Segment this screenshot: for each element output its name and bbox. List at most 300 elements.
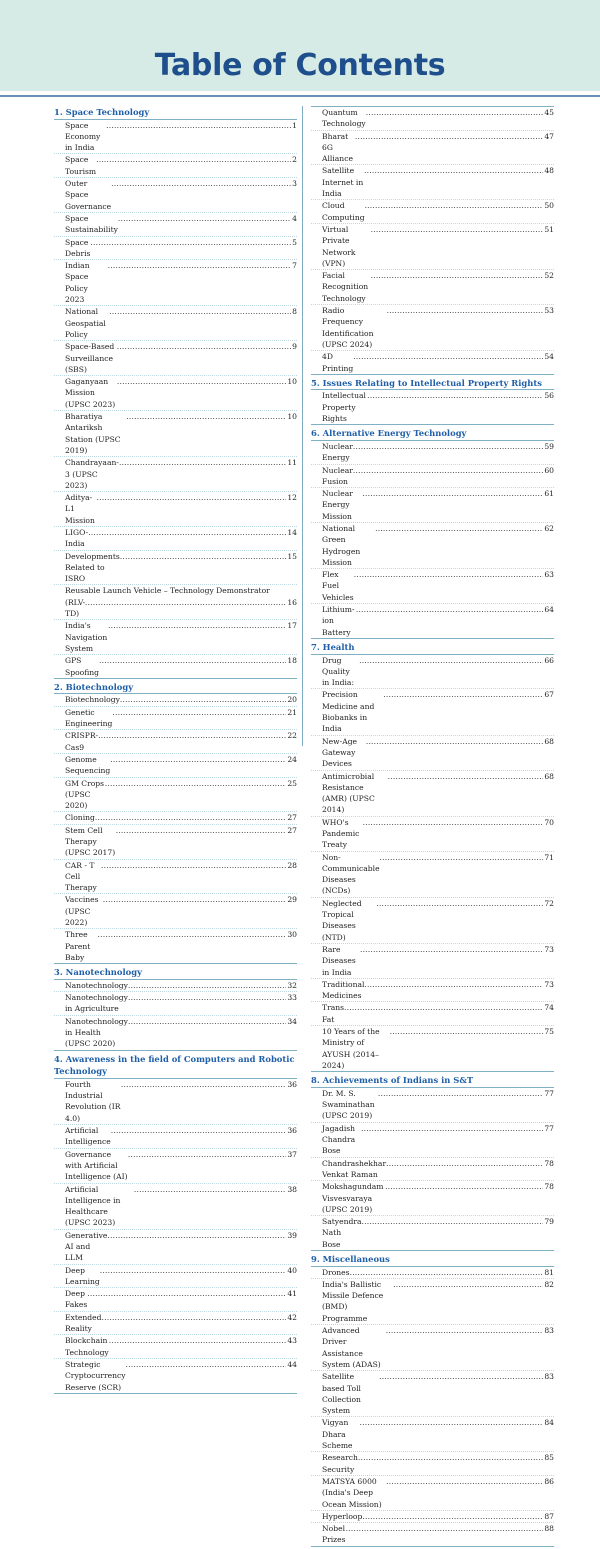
toc-entry[interactable] — [311, 979, 554, 1003]
toc-entry-label: Space Debris — [65, 237, 91, 258]
leader-dots — [388, 771, 544, 782]
toc-entry[interactable] — [311, 1026, 554, 1071]
toc-entry[interactable] — [311, 1123, 554, 1158]
toc-list — [311, 1087, 554, 1251]
toc-entry-page: 21 — [287, 707, 297, 717]
toc-entry-page: 48 — [544, 166, 554, 176]
leader-dots — [85, 597, 286, 608]
toc-entry-page: 15 — [287, 551, 297, 561]
toc-entry-page: 86 — [544, 1476, 554, 1486]
leader-dots — [393, 1279, 543, 1290]
leader-dots — [364, 165, 543, 176]
toc-entry[interactable] — [54, 154, 297, 178]
toc-entry[interactable] — [311, 689, 554, 735]
toc-entry-page: 54 — [544, 352, 554, 362]
toc-entry[interactable] — [54, 237, 297, 261]
toc-section — [54, 1053, 297, 1394]
leader-dots — [358, 1452, 543, 1463]
section-heading: 6. Alternative Energy Technology — [311, 428, 467, 439]
toc-entry[interactable] — [311, 1371, 554, 1417]
leader-dots — [121, 1079, 286, 1090]
toc-entry-page: 87 — [544, 1511, 554, 1521]
toc-entry-label: India's Navigation System — [65, 621, 108, 653]
leader-dots — [107, 1230, 286, 1241]
leader-dots — [360, 1417, 544, 1428]
toc-entry[interactable] — [54, 1149, 297, 1184]
toc-entry-page: 85 — [544, 1453, 554, 1463]
leader-dots — [386, 1158, 543, 1169]
toc-entry-page: 78 — [544, 1182, 554, 1192]
leader-dots — [366, 107, 544, 118]
toc-entry[interactable] — [54, 260, 297, 306]
toc-entry-label: Quantum Technology — [322, 108, 366, 129]
toc-entry[interactable] — [311, 604, 554, 638]
toc-section — [311, 1253, 554, 1547]
leader-dots — [378, 1088, 543, 1099]
toc-entry[interactable] — [311, 898, 554, 944]
toc-entry-page: 36 — [287, 1079, 297, 1089]
leader-dots — [361, 1123, 543, 1134]
toc-entry[interactable] — [54, 411, 297, 457]
toc-entry-page: 42 — [287, 1312, 297, 1322]
toc-entry-label: Cloud Computing — [322, 201, 365, 222]
toc-entry[interactable] — [54, 585, 297, 620]
toc-entry[interactable] — [54, 812, 297, 824]
toc-entry[interactable] — [311, 1002, 554, 1026]
toc-entry[interactable] — [54, 620, 297, 655]
toc-entry[interactable] — [311, 852, 554, 898]
toc-entry-label: Facial Recognition Technology — [322, 271, 369, 303]
toc-entry-label: Aditya-L1 Mission — [65, 493, 95, 525]
toc-entry[interactable] — [311, 1511, 554, 1523]
toc-entry[interactable] — [311, 944, 554, 979]
toc-entry-label: Artificial Intelligence in Healthcare (UPSC 2023) — [65, 1184, 121, 1228]
toc-entry[interactable] — [54, 492, 297, 527]
toc-entry-label: Cloning — [65, 813, 95, 823]
toc-entry-label: Nuclear Fusion — [322, 465, 353, 486]
toc-entry-label-cont: (RLV-TD) — [65, 597, 86, 619]
leader-dots — [359, 655, 543, 666]
toc-entry-label: Extended Reality — [65, 1312, 102, 1334]
toc-entry-label: Governance with Artificial Intelligence (AI) — [65, 1149, 128, 1182]
toc-entry[interactable] — [311, 305, 554, 351]
toc-entry-label: National Geospatial Policy — [65, 307, 106, 339]
toc-entry[interactable] — [54, 1016, 297, 1050]
toc-right-column — [311, 106, 554, 1549]
leader-dots — [109, 1335, 287, 1346]
toc-entry[interactable] — [311, 1267, 554, 1279]
toc-entry[interactable] — [54, 551, 297, 586]
leader-dots — [101, 1312, 286, 1323]
leader-dots — [120, 694, 286, 705]
toc-entry-page: 7 — [292, 261, 297, 271]
toc-entry[interactable] — [311, 771, 554, 817]
toc-list — [311, 389, 554, 425]
leader-dots — [128, 980, 286, 991]
toc-entry[interactable] — [311, 200, 554, 224]
toc-entry-label: GPS Spoofing — [65, 656, 100, 677]
toc-entry[interactable] — [311, 351, 554, 374]
toc-list — [311, 1266, 554, 1547]
leader-dots — [383, 689, 543, 700]
toc-entry[interactable] — [54, 1184, 297, 1230]
toc-entry[interactable] — [54, 1288, 297, 1312]
toc-entry-page: 25 — [287, 778, 297, 788]
leader-dots — [128, 992, 286, 1003]
toc-entry-page: 36 — [287, 1126, 297, 1136]
toc-entry[interactable] — [311, 224, 554, 270]
toc-entry[interactable] — [54, 1335, 297, 1359]
leader-dots — [365, 200, 544, 211]
toc-entry-page: 37 — [287, 1149, 297, 1159]
toc-entry-label: CRISPR-Cas9 — [65, 731, 99, 752]
toc-entry-label: GM Crops (UPSC 2020) — [65, 778, 105, 811]
toc-entry-page: 28 — [287, 860, 297, 870]
toc-entry[interactable] — [54, 694, 297, 706]
toc-entry[interactable] — [311, 1158, 554, 1182]
leader-dots — [119, 457, 286, 468]
toc-entry[interactable] — [311, 1325, 554, 1371]
toc-entry[interactable] — [54, 457, 297, 492]
leader-dots — [96, 154, 291, 165]
leader-dots — [88, 527, 286, 538]
leader-dots — [380, 852, 544, 863]
toc-entry-page: 44 — [287, 1359, 297, 1369]
leader-dots — [375, 523, 543, 534]
toc-entry-label: Advanced Driver Assistance System (ADAS) — [322, 1326, 381, 1369]
leader-dots — [108, 620, 286, 631]
toc-list — [54, 119, 297, 679]
toc-entry-label: Virtual Private Network (VPN) — [322, 224, 356, 268]
toc-entry-page: 83 — [544, 1372, 554, 1382]
toc-entry[interactable] — [54, 929, 297, 963]
toc-entry-page: 63 — [544, 570, 554, 580]
toc-entry-label: 10 Years of the Ministry of AYUSH (2014–2024) — [322, 1027, 380, 1070]
toc-entry-label: Trans Fat — [322, 1003, 345, 1024]
toc-entry-label: Satellite Internet in India — [322, 166, 364, 199]
toc-entry[interactable] — [54, 778, 297, 813]
leader-dots — [366, 736, 544, 747]
leader-dots — [385, 1181, 543, 1192]
toc-entry-label: Genome Sequencing — [65, 754, 111, 776]
toc-entry-label: Satyendra Nath Bose — [322, 1217, 362, 1249]
toc-entry-label: Artificial Intelligence — [65, 1126, 111, 1147]
toc-entry[interactable] — [311, 523, 554, 569]
section-heading: 7. Health — [311, 641, 355, 652]
toc-entry-page: 66 — [544, 655, 554, 665]
toc-entry-page: 75 — [544, 1027, 554, 1037]
leader-dots — [356, 604, 544, 615]
toc-entry[interactable] — [54, 730, 297, 754]
toc-entry-label: Drones — [322, 1267, 350, 1277]
toc-entry-page: 51 — [544, 224, 554, 234]
toc-entry-label: Outer Space Governance — [65, 179, 112, 211]
toc-entry-label: CAR - T Cell Therapy — [65, 860, 97, 893]
toc-entry-label: Fourth Industrial Revolution (IR 4.0) — [65, 1079, 121, 1123]
toc-entry-label: Strategic Cryptocurrency Reserve (SCR) — [65, 1359, 126, 1392]
leader-dots — [362, 1511, 543, 1522]
toc-entry-label: Nuclear Energy — [322, 441, 353, 463]
toc-entry-label: India's Ballistic Missile Defence (BMD) Programme — [322, 1279, 384, 1323]
toc-entry[interactable] — [54, 754, 297, 778]
toc-entry-page: 68 — [544, 736, 554, 746]
toc-entry[interactable] — [54, 120, 297, 155]
toc-entry[interactable] — [54, 992, 297, 1016]
leader-dots — [126, 1359, 287, 1370]
leader-dots — [386, 1476, 543, 1487]
leader-dots — [350, 1267, 544, 1278]
toc-entry-page: 67 — [544, 690, 554, 700]
toc-entry-page: 50 — [544, 201, 554, 211]
leader-dots — [116, 825, 287, 836]
leader-dots — [90, 237, 291, 248]
toc-entry-label: Chandrayaan-3 (UPSC 2023) — [65, 458, 119, 490]
leader-dots — [353, 351, 543, 362]
leader-dots — [106, 120, 291, 131]
leader-dots — [376, 898, 543, 909]
toc-entry-page: 74 — [544, 1003, 554, 1013]
toc-entry[interactable] — [54, 178, 297, 213]
toc-entry-label: Developments Related to ISRO — [65, 551, 120, 584]
toc-entry[interactable] — [54, 825, 297, 860]
toc-entry-page: 5 — [292, 237, 297, 247]
leader-dots — [367, 390, 543, 401]
toc-entry[interactable] — [311, 569, 554, 604]
leader-dots — [354, 569, 544, 580]
toc-entry-page: 56 — [544, 391, 554, 401]
toc-entry[interactable] — [54, 306, 297, 341]
toc-entry[interactable] — [311, 1088, 554, 1123]
toc-entry-label: Three Parent Baby — [65, 930, 91, 962]
toc-list — [311, 440, 554, 639]
toc-entry[interactable] — [54, 527, 297, 551]
toc-entry-label: Biotechnology — [65, 695, 120, 705]
toc-entry[interactable] — [54, 1230, 297, 1265]
leader-dots — [95, 812, 286, 823]
leader-dots — [364, 979, 543, 990]
leader-dots — [353, 465, 543, 476]
toc-entry-label: Bharatiya Antariksh Station (UPSC 2019) — [65, 412, 121, 455]
toc-entry-page: 41 — [287, 1289, 297, 1299]
leader-dots — [108, 260, 291, 271]
leader-dots — [128, 1149, 286, 1160]
toc-entry-label: Stem Cell Therapy (UPSC 2017) — [65, 825, 116, 858]
toc-entry-label: Space Economy in India — [65, 120, 101, 153]
toc-entry[interactable] — [311, 390, 554, 424]
toc-entry[interactable] — [54, 860, 297, 895]
toc-entry-label: Intellectual Property Rights — [322, 391, 366, 424]
leader-dots — [371, 270, 544, 281]
toc-entry[interactable] — [311, 817, 554, 852]
toc-section — [311, 1074, 554, 1251]
toc-entry-page: 33 — [287, 993, 297, 1003]
toc-entry-label: Antimicrobial Resistance (AMR) (UPSC 2014) — [322, 771, 375, 815]
toc-list — [311, 654, 554, 1073]
toc-entry-label: Non-Communicable Diseases (NCDs) — [322, 852, 380, 896]
toc-entry-page: 61 — [544, 489, 554, 499]
toc-entry-page: 18 — [287, 656, 297, 666]
toc-entry-page: 40 — [287, 1265, 297, 1275]
leader-dots — [344, 1002, 543, 1013]
toc-entry[interactable] — [311, 131, 554, 166]
toc-entry[interactable] — [54, 655, 297, 678]
toc-entry[interactable] — [54, 1312, 297, 1336]
toc-entry[interactable] — [311, 1417, 554, 1452]
section-heading: 2. Biotechnology — [54, 681, 134, 692]
leader-dots — [117, 341, 291, 352]
toc-entry-page: 84 — [544, 1418, 554, 1428]
toc-entry-page: 82 — [544, 1279, 554, 1289]
toc-entry[interactable] — [54, 376, 297, 411]
toc-entry[interactable] — [311, 1279, 554, 1325]
leader-dots — [112, 707, 286, 718]
toc-entry-page: 88 — [544, 1524, 554, 1534]
leader-dots — [101, 860, 286, 871]
leader-dots — [118, 213, 291, 224]
leader-dots — [111, 1125, 287, 1136]
toc-section — [311, 377, 554, 425]
leader-dots — [117, 376, 286, 387]
toc-entry-label: MATSYA 6000 (India's Deep Ocean Mission) — [322, 1476, 382, 1509]
leader-dots — [371, 224, 544, 235]
toc-section — [54, 106, 297, 679]
leader-dots — [110, 754, 286, 765]
toc-entry[interactable] — [54, 1265, 297, 1289]
toc-entry-label: New-Age Gateway Devices — [322, 736, 358, 769]
leader-dots — [120, 551, 287, 562]
toc-entry[interactable] — [311, 165, 554, 200]
toc-entry[interactable] — [54, 894, 297, 929]
toc-list — [54, 1078, 297, 1394]
toc-entry-page: 73 — [544, 944, 554, 954]
toc-entry[interactable] — [54, 707, 297, 731]
toc-entry-page: 81 — [544, 1267, 554, 1277]
toc-entry[interactable] — [54, 1125, 297, 1149]
toc-entry-label: Radio Frequency Identification (UPSC 2024) — [322, 306, 374, 349]
section-heading: 4. Awareness in the field of Computers and Robotic Technology — [54, 1053, 295, 1077]
toc-section — [311, 106, 554, 375]
section-heading: 3. Nanotechnology — [54, 967, 142, 978]
leader-dots — [87, 1288, 286, 1299]
title-rule — [0, 95, 600, 97]
toc-entry[interactable] — [311, 270, 554, 305]
toc-entry-label: Drug Quality in India: — [322, 655, 354, 688]
toc-entry-page: 14 — [287, 527, 297, 537]
toc-entry-page: 32 — [287, 980, 297, 990]
toc-entry-label: Flex Fuel Vehicles — [322, 570, 354, 602]
toc-entry-page: 2 — [292, 155, 297, 165]
leader-dots — [360, 944, 543, 955]
toc-entry-page: 60 — [544, 465, 554, 475]
column-divider — [302, 106, 303, 746]
toc-entry[interactable] — [54, 1359, 297, 1393]
toc-entry-page: 52 — [544, 271, 554, 281]
toc-entry-label: Deep Fakes — [65, 1289, 88, 1310]
toc-entry-page: 30 — [287, 930, 297, 940]
leader-dots — [111, 178, 291, 189]
section-heading: 1. Space Technology — [54, 107, 150, 117]
toc-entry-page: 9 — [292, 342, 297, 352]
page-title: Table of Contents — [154, 48, 446, 83]
section-heading: 8. Achievements of Indians in S&T — [311, 1075, 474, 1086]
toc-left-column — [54, 106, 297, 1396]
toc-entry-page: 3 — [292, 179, 297, 189]
toc-entry-label: Vigyan Dhara Scheme — [322, 1418, 353, 1451]
leader-dots — [99, 655, 286, 666]
toc-entry-page: 72 — [544, 898, 554, 908]
toc-entry-page: 11 — [287, 458, 297, 468]
toc-entry-label: Satellite based Toll Collection System — [322, 1372, 361, 1416]
toc-entry-label: Chandrashekhar Venkat Raman — [322, 1158, 387, 1179]
leader-dots — [355, 131, 543, 142]
toc-section — [54, 966, 297, 1050]
toc-entry[interactable] — [311, 441, 554, 465]
toc-entry-page: 62 — [544, 523, 554, 533]
toc-entry-page: 27 — [287, 825, 297, 835]
toc-entry-page: 77 — [544, 1088, 554, 1098]
toc-entry[interactable] — [311, 1216, 554, 1250]
leader-dots — [109, 306, 291, 317]
toc-entry[interactable] — [54, 980, 297, 992]
toc-entry-page: 83 — [544, 1326, 554, 1336]
toc-section — [311, 641, 554, 1072]
toc-entry-page: 68 — [544, 771, 554, 781]
toc-entry-page: 27 — [287, 813, 297, 823]
toc-entry-label: Nanotechnology in Agriculture — [65, 993, 128, 1014]
toc-entry[interactable] — [311, 1476, 554, 1511]
toc-entry-label: Space Sustainability — [65, 213, 118, 235]
toc-list — [54, 693, 297, 964]
toc-entry-label: 4D Printing — [322, 352, 354, 373]
toc-entry-page: 16 — [287, 597, 297, 607]
toc-entry-label: Research Security — [322, 1453, 358, 1474]
section-heading: 5. Issues Relating to Intellectual Property Rights — [311, 377, 542, 388]
toc-entry[interactable] — [311, 1452, 554, 1476]
toc-entry-page: 17 — [287, 621, 297, 631]
toc-entry-label: Blockchain Technology — [65, 1336, 109, 1357]
toc-entry-label: Space-Based Surveillance (SBS) — [65, 342, 115, 374]
toc-entry-page: 10 — [287, 377, 297, 387]
toc-entry-label: Nanotechnology — [65, 980, 128, 990]
toc-entry[interactable] — [54, 1079, 297, 1125]
leader-dots — [134, 1184, 286, 1195]
toc-entry[interactable] — [54, 341, 297, 376]
toc-entry[interactable] — [54, 213, 297, 237]
toc-entry-page: 1 — [292, 120, 297, 130]
toc-section — [54, 681, 297, 964]
leader-dots — [362, 488, 543, 499]
toc-entry[interactable] — [311, 465, 554, 489]
toc-entry-page: 10 — [287, 412, 297, 422]
toc-entry-page: 12 — [287, 493, 297, 503]
toc-entry[interactable] — [311, 736, 554, 771]
toc-entry-label: Precision Medicine and Biobanks in India — [322, 690, 375, 734]
toc-list — [311, 106, 554, 375]
toc-entry-page: 29 — [287, 895, 297, 905]
toc-entry[interactable] — [311, 107, 554, 131]
toc-entry[interactable] — [311, 1181, 554, 1216]
toc-entry-label: Genetic Engineering — [65, 707, 113, 729]
leader-dots — [103, 894, 287, 905]
toc-entry-label: Rare Diseases in India — [322, 944, 356, 977]
toc-entry-page: 4 — [292, 213, 297, 223]
toc-entry[interactable] — [311, 1523, 554, 1546]
toc-entry[interactable] — [311, 488, 554, 523]
toc-entry-label: Space Tourism — [65, 155, 97, 176]
toc-entry[interactable] — [311, 655, 554, 690]
leader-dots — [98, 730, 286, 741]
toc-entry-label: Hyperloop — [322, 1511, 363, 1521]
